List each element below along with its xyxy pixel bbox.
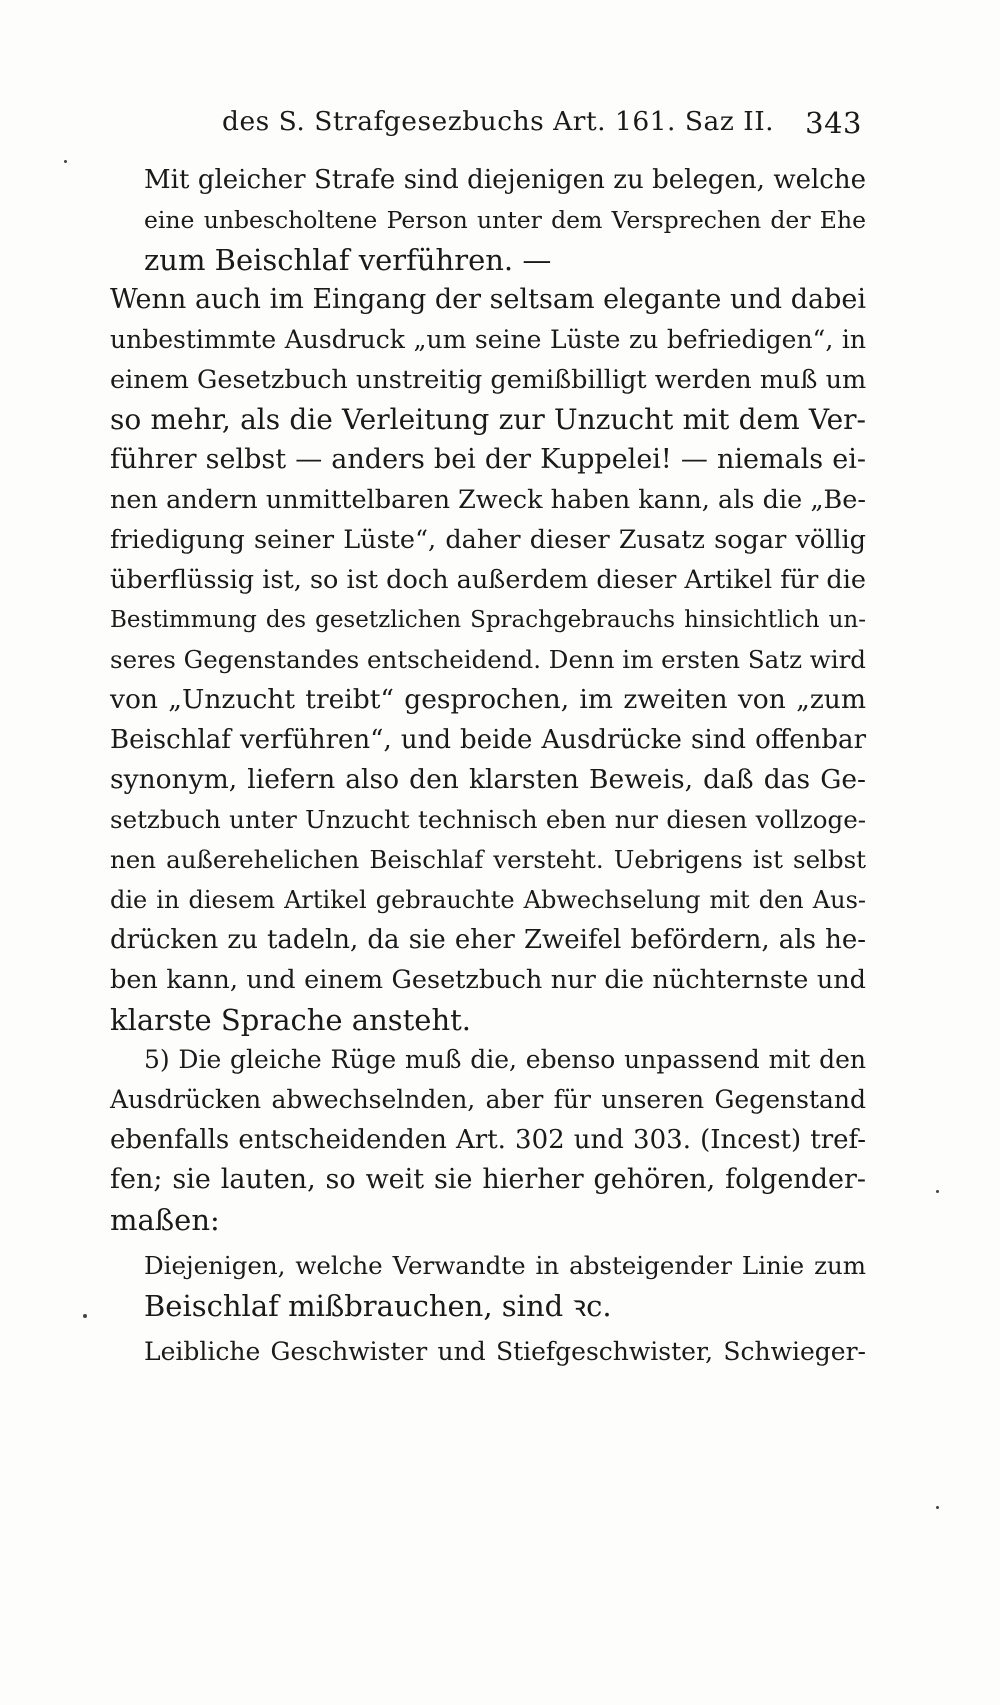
text-line: synonym, liefern also den klarsten Beweis, daß das Ge- (110, 764, 866, 795)
text-line: zum Beischlaf verführen. — (144, 243, 552, 277)
text-line: Beischlaf verführen“, und beide Ausdrücke sind offenbar (110, 725, 866, 755)
text-line: führer selbst — anders bei der Kuppelei! — niemals ei- (110, 444, 866, 475)
text-line: so mehr, als die Verleitung zur Unzucht mit dem Ver- (110, 403, 866, 436)
text-line: 5) Die gleiche Rüge muß die, ebenso unpassend mit den (144, 1045, 866, 1074)
text-line: von „Unzucht treibt“ gesprochen, im zweiten von „zum (110, 684, 866, 715)
text-line: maßen: (110, 1203, 220, 1237)
text-line: Beischlaf mißbrauchen, sind ꝛc. (144, 1289, 612, 1323)
scan-speck (936, 1506, 939, 1509)
text-line: ebenfalls entscheidenden Art. 302 und 303. (Incest) tref- (110, 1125, 866, 1155)
text-line: nen andern unmittelbaren Zweck haben kann, als die „Be- (110, 485, 866, 515)
text-line: friedigung seiner Lüste“, daher dieser Zusatz sogar völlig (110, 525, 866, 555)
scan-speck (936, 1190, 939, 1193)
text-line: Bestimmung des gesetzlichen Sprachgebrauchs hinsichtlich un- (110, 607, 866, 633)
scan-speck (83, 1314, 87, 1318)
text-line: klarste Sprache ansteht. (110, 1003, 472, 1037)
running-title: des S. Strafgesezbuchs Art. 161. Saz II. (222, 106, 775, 137)
text-line: einem Gesetzbuch unstreitig gemißbilligt werden muß um (110, 365, 867, 395)
text-line: die in diesem Artikel gebrauchte Abwechselung mit den Aus- (110, 886, 866, 914)
text-line: Diejenigen, welche Verwandte in absteigender Linie zum (144, 1251, 866, 1280)
text-line: seres Gegenstandes entscheidend. Denn im ersten Satz wird (110, 645, 866, 674)
text-line: eine unbescholtene Person unter dem Versprechen der Ehe (144, 206, 866, 234)
text-line: nen außerehelichen Beischlaf versteht. Uebrigens ist selbst (110, 845, 866, 874)
text-line: unbestimmte Ausdruck „um seine Lüste zu befriedigen“, in (110, 325, 866, 354)
text-line: setzbuch unter Unzucht technisch eben nur diesen vollzoge- (110, 805, 866, 834)
text-line: drücken zu tadeln, da sie eher Zweifel befördern, als he- (110, 925, 866, 955)
text-line: fen; sie lauten, so weit sie hierher gehören, folgender- (110, 1164, 866, 1195)
text-line: Ausdrücken abwechselnden, aber für unseren Gegenstand (110, 1085, 866, 1114)
text-line: Wenn auch im Eingang der seltsam elegante und dabei (110, 284, 866, 315)
page-header (222, 106, 862, 146)
text-line: Leibliche Geschwister und Stiefgeschwister, Schwieger- (144, 1337, 866, 1366)
page-number: 343 (805, 106, 862, 140)
scan-speck (64, 160, 67, 163)
text-line: Mit gleicher Strafe sind diejenigen zu belegen, welche (144, 165, 866, 195)
text-line: überflüssig ist, so ist doch außerdem dieser Artikel für die (110, 565, 866, 595)
text-line: ben kann, und einem Gesetzbuch nur die nüchternste und (110, 965, 866, 995)
